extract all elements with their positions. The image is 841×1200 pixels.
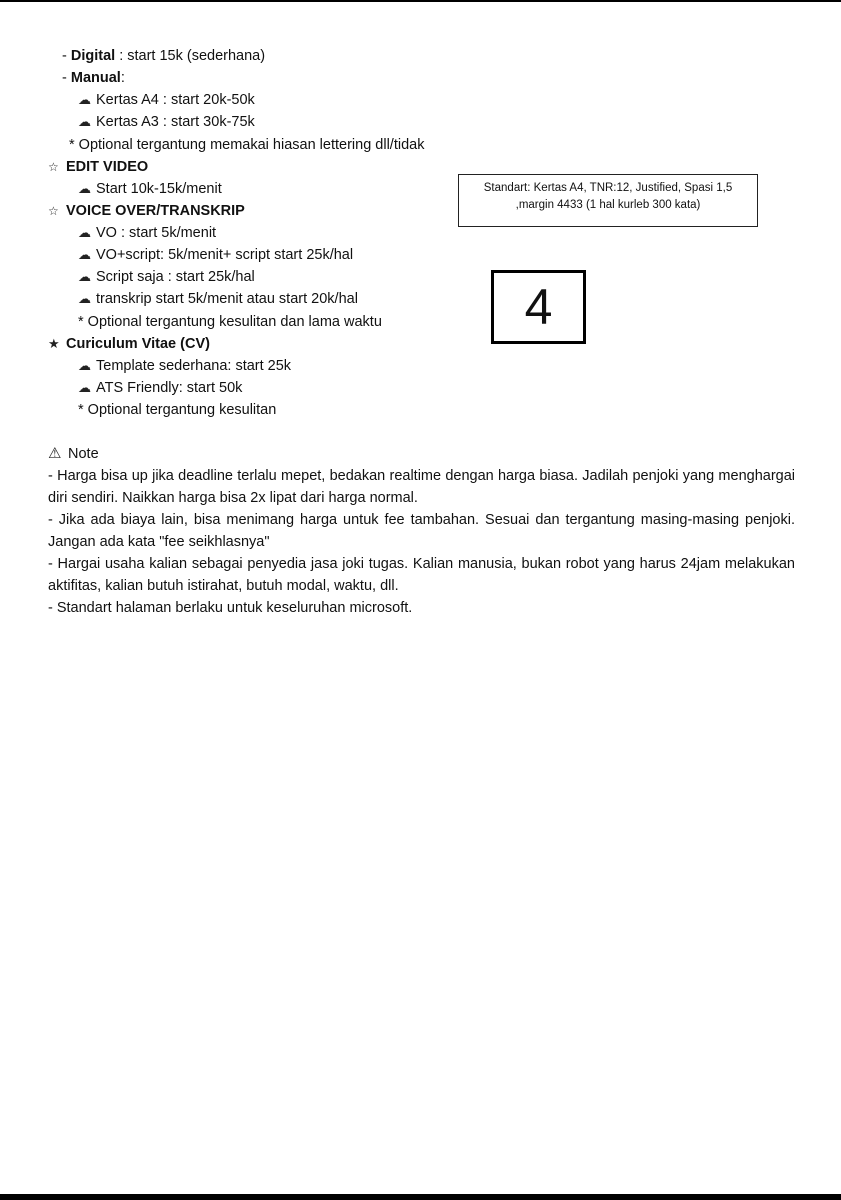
digital-value: : start 15k (sederhana) — [115, 48, 266, 64]
voice-over-item: VO : start 5k/menit — [96, 225, 217, 241]
page-number-box: 4 — [491, 270, 586, 344]
edit-video-item: Start 10k-15k/menit — [96, 181, 222, 197]
voice-over-item: transkrip start 5k/menit atau start 20k/hal — [96, 291, 358, 307]
cloud-icon: ☁ — [78, 225, 91, 240]
manual-line — [62, 68, 125, 88]
cloud-icon: ☁ — [78, 358, 91, 373]
voice-over-title: VOICE OVER/TRANSKRIP — [66, 203, 245, 219]
voice-over-note: * Optional tergantung kesulitan dan lama waktu — [78, 314, 382, 330]
edit-video-heading — [48, 157, 148, 177]
note-paragraph: - Standart halaman berlaku untuk keseluruhan microsoft. — [48, 600, 413, 616]
note-paragraph: - Hargai usaha kalian sebagai penyedia jasa joki tugas. Kalian manusia, bukan robot yang harus 24jam melakukan aktifitas, kalian butuh istirahat, butuh modal, waktu, dll. — [48, 556, 795, 594]
manual-item-a3: Kertas A3 : start 30k-75k — [96, 114, 255, 130]
list-item — [78, 90, 255, 110]
scan-edge-bottom — [0, 1194, 841, 1200]
list-item — [78, 223, 216, 243]
cv-title: Curiculum Vitae (CV) — [66, 336, 210, 352]
list-item — [78, 179, 222, 199]
note-paragraph: - Jika ada biaya lain, bisa menimang harga untuk fee tambahan. Sesuai dan tergantung masing-masing penjoki. Jangan ada kata "fee seikhlasnya" — [48, 512, 795, 550]
manual-colon: : — [120, 70, 125, 86]
star-filled-icon: ★ — [48, 336, 60, 351]
list-item — [78, 245, 353, 265]
cloud-icon: ☁ — [78, 291, 91, 306]
warning-icon: ⚠ — [48, 445, 62, 462]
cloud-icon: ☁ — [78, 380, 91, 395]
list-item — [78, 289, 358, 309]
cloud-icon: ☁ — [78, 269, 91, 284]
cloud-icon: ☁ — [78, 181, 91, 196]
standard-line-2: ,margin 4433 (1 hal kurleb 300 kata) — [515, 199, 701, 211]
list-item — [78, 378, 242, 398]
manual-label: Manual — [70, 70, 121, 86]
cv-item: ATS Friendly: start 50k — [96, 380, 243, 396]
cv-note: * Optional tergantung kesulitan — [78, 402, 277, 418]
voice-over-item: Script saja : start 25k/hal — [96, 269, 255, 285]
note-heading — [48, 444, 99, 464]
voice-over-item: VO+script: 5k/menit+ script start 25k/hal — [96, 247, 354, 263]
list-item — [78, 356, 291, 376]
star-outline-icon: ☆ — [48, 160, 59, 174]
note-paragraph: - Harga bisa up jika deadline terlalu mepet, bedakan realtime dengan harga biasa. Jadilah penjoki yang menghargai diri sendiri. Naikkan harga bisa 2x lipat dari harga normal. — [48, 468, 795, 506]
cloud-icon: ☁ — [78, 92, 91, 107]
scan-edge-top — [0, 0, 841, 2]
manual-item-a4: Kertas A4 : start 20k-50k — [96, 92, 255, 108]
note-title: Note — [68, 446, 99, 462]
list-item — [78, 267, 255, 287]
cv-heading — [48, 334, 210, 354]
digital-label: Digital — [70, 48, 116, 64]
digital-line — [62, 46, 265, 66]
bullet-dash: - — [62, 48, 71, 64]
star-outline-icon: ☆ — [48, 204, 59, 218]
voice-over-heading — [48, 201, 245, 221]
cloud-icon: ☁ — [78, 247, 91, 262]
standard-info-box — [458, 174, 758, 227]
edit-video-title: EDIT VIDEO — [66, 159, 149, 175]
design-note: * Optional tergantung memakai hiasan lettering dll/tidak — [69, 137, 425, 153]
cv-item: Template sederhana: start 25k — [96, 358, 292, 374]
standard-line-1: Standart: Kertas A4, TNR:12, Justified, Spasi 1,5 — [483, 182, 733, 194]
list-item — [78, 112, 255, 132]
cloud-icon: ☁ — [78, 114, 91, 129]
bullet-dash: - — [62, 70, 71, 86]
